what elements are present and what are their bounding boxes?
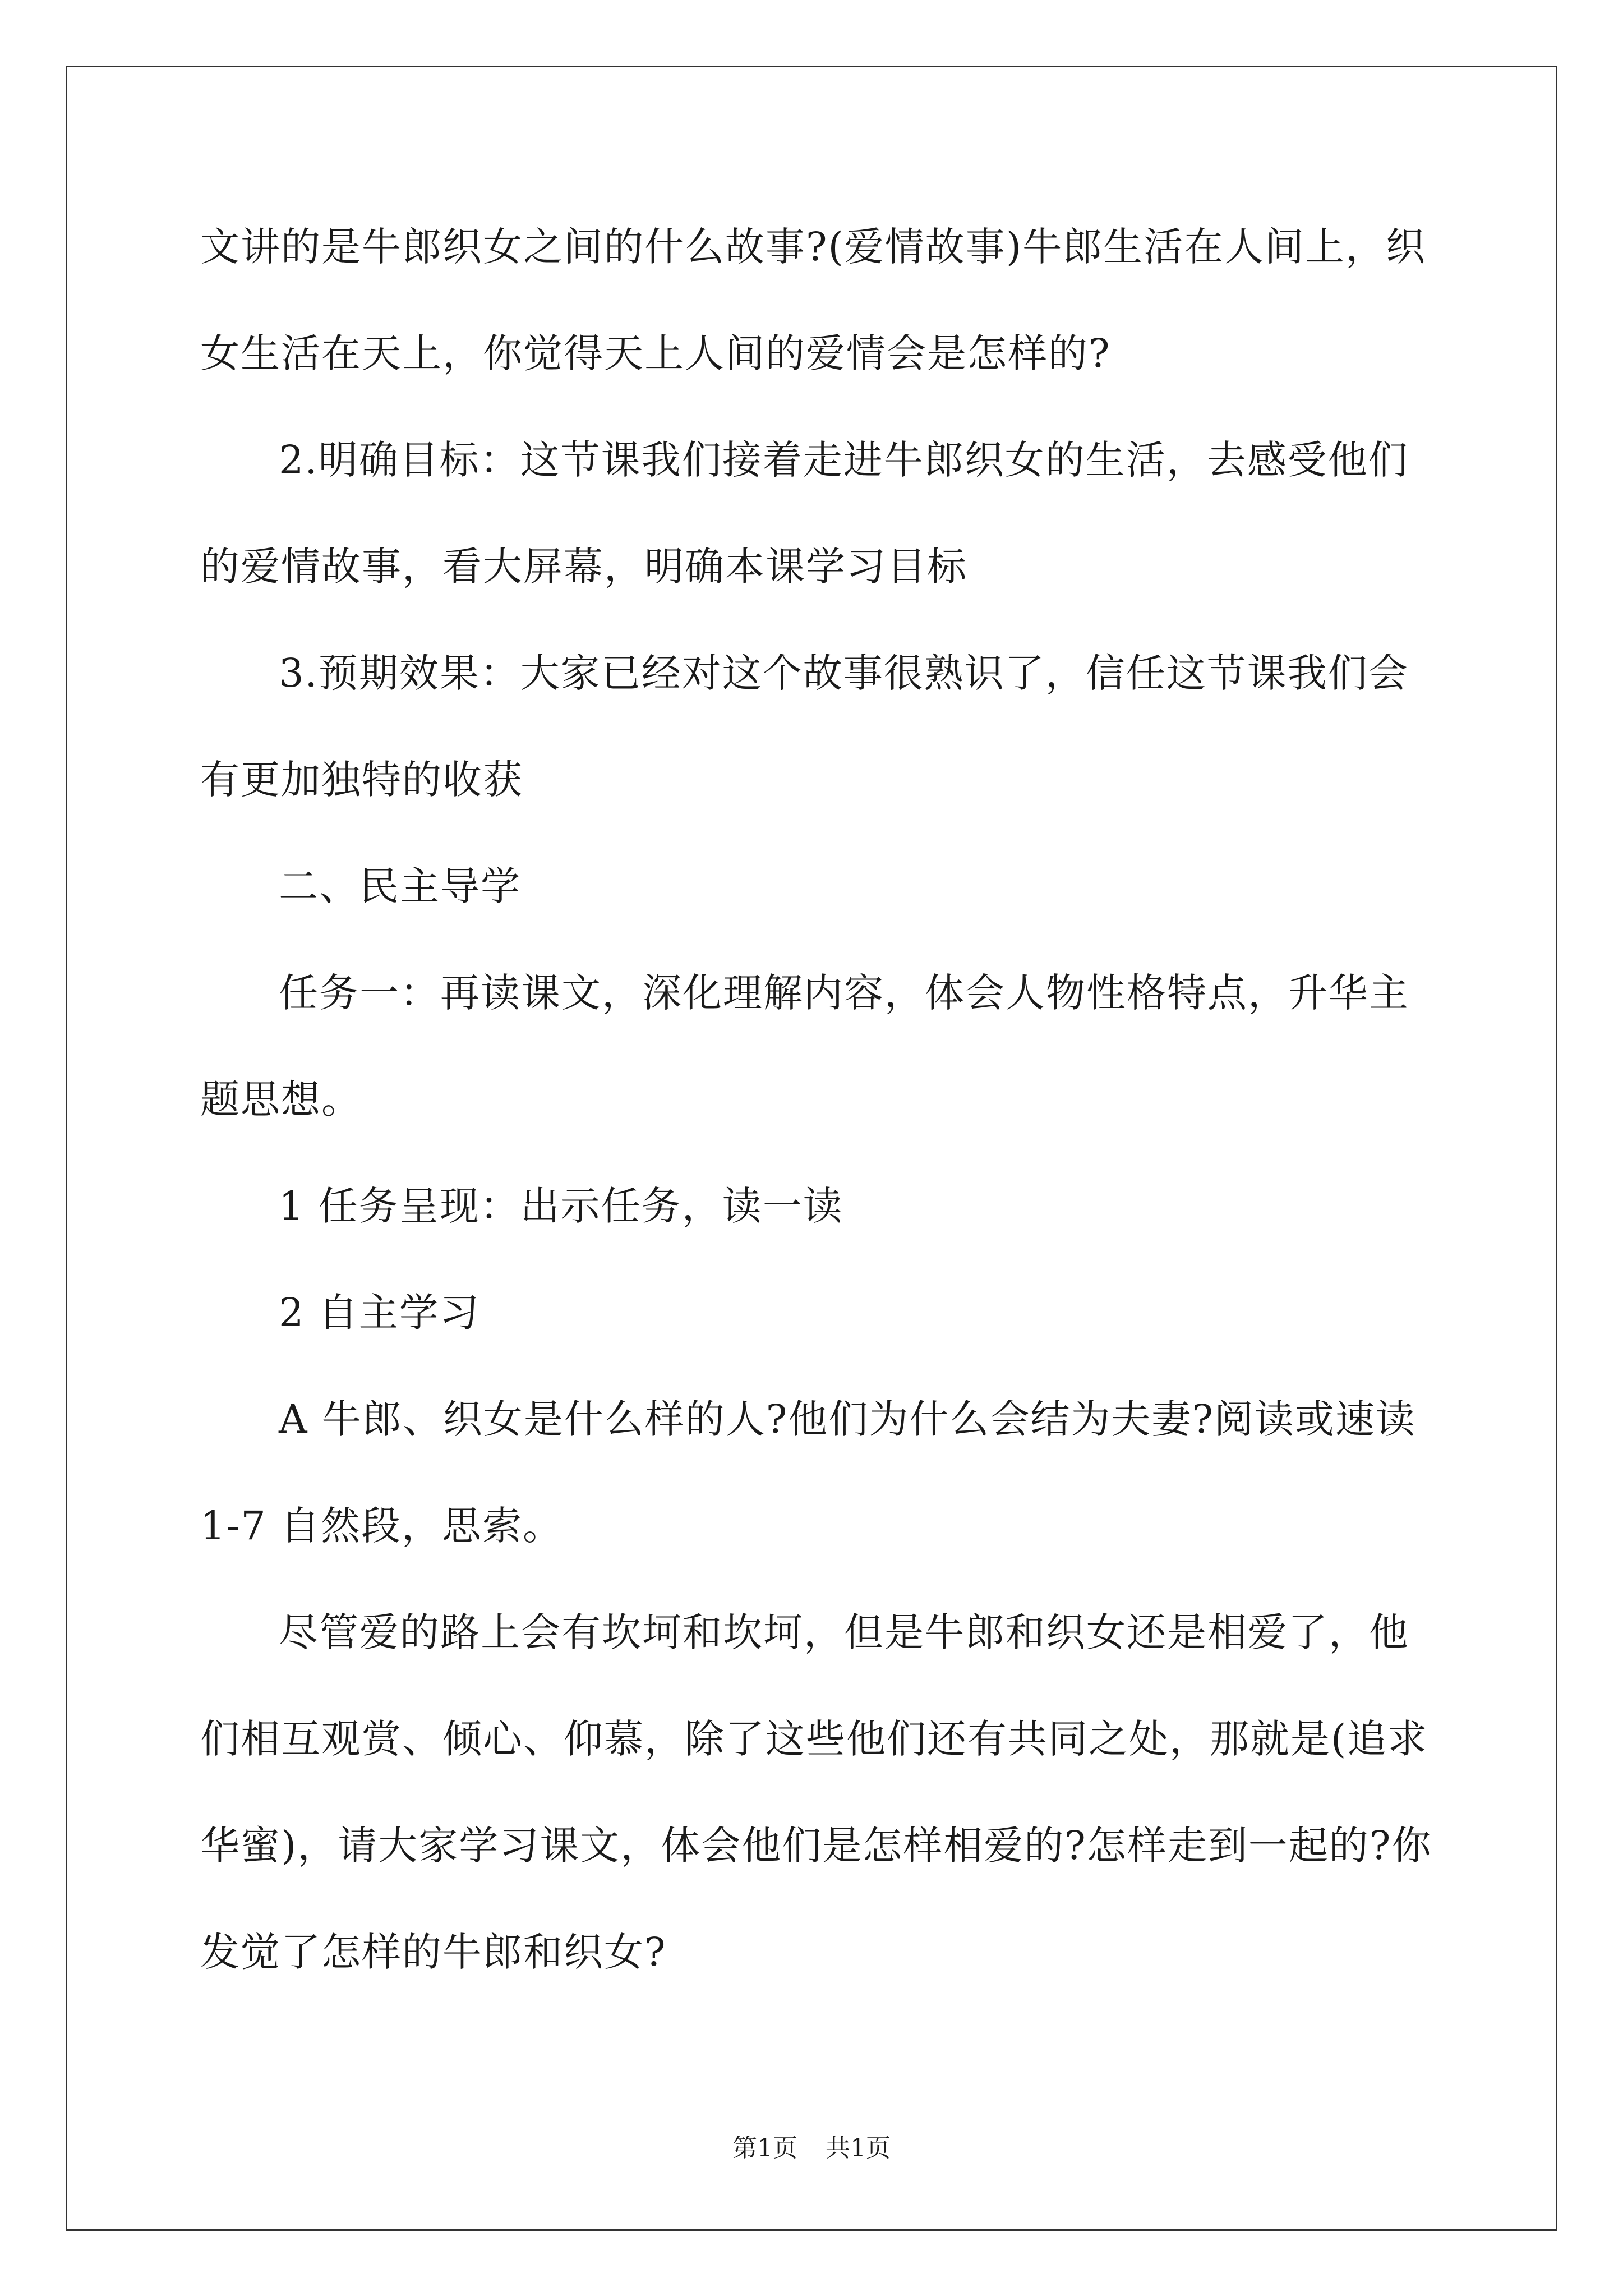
- page-total: 共1页: [826, 2134, 891, 2162]
- text-line: 1-7 自然段，思索。: [200, 1503, 563, 1549]
- section-heading: 二、民主导学: [279, 863, 521, 909]
- text-line: 有更加独特的收获: [200, 757, 523, 803]
- text-line: 文讲的是牛郎织女之间的什么故事?(爱情故事)牛郎生活在人间上，织: [200, 224, 1427, 270]
- text-line: 尽管爱的路上会有坎坷和坎坷，但是牛郎和织女还是相爱了，他: [279, 1609, 1409, 1655]
- page-number: 第1页: [732, 2134, 797, 2162]
- page-footer: [0, 2132, 1623, 2165]
- text-line: A 牛郎、织女是什么样的人?他们为什么会结为夫妻?阅读或速读: [279, 1396, 1416, 1442]
- text-line: 们相互观赏、倾心、仰慕，除了这些他们还有共同之处，那就是(追求: [200, 1716, 1428, 1762]
- text-line: 发觉了怎样的牛郎和织女?: [200, 1929, 667, 1975]
- text-line: 1 任务呈现：出示任务，读一读: [279, 1183, 843, 1229]
- text-line: 的爱情故事，看大屏幕，明确本课学习目标: [200, 544, 967, 590]
- text-line: 2 自主学习: [279, 1290, 480, 1336]
- text-line: 题思想。: [200, 1076, 362, 1122]
- text-line: 任务一：再读课文，深化理解内容，体会人物性格特点，升华主: [279, 970, 1409, 1016]
- text-line: 女生活在天上，你觉得天上人间的爱情会是怎样的?: [200, 330, 1111, 376]
- text-line: 2.明确目标：这节课我们接着走进牛郎织女的生活，去感受他们: [279, 437, 1409, 483]
- document-body: [200, 216, 1432, 2028]
- text-line: 华蜜)，请大家学习课文，体会他们是怎样相爱的?怎样走到一起的?你: [200, 1823, 1432, 1869]
- text-line: 3.预期效果：大家已经对这个故事很熟识了，信任这节课我们会: [279, 650, 1409, 696]
